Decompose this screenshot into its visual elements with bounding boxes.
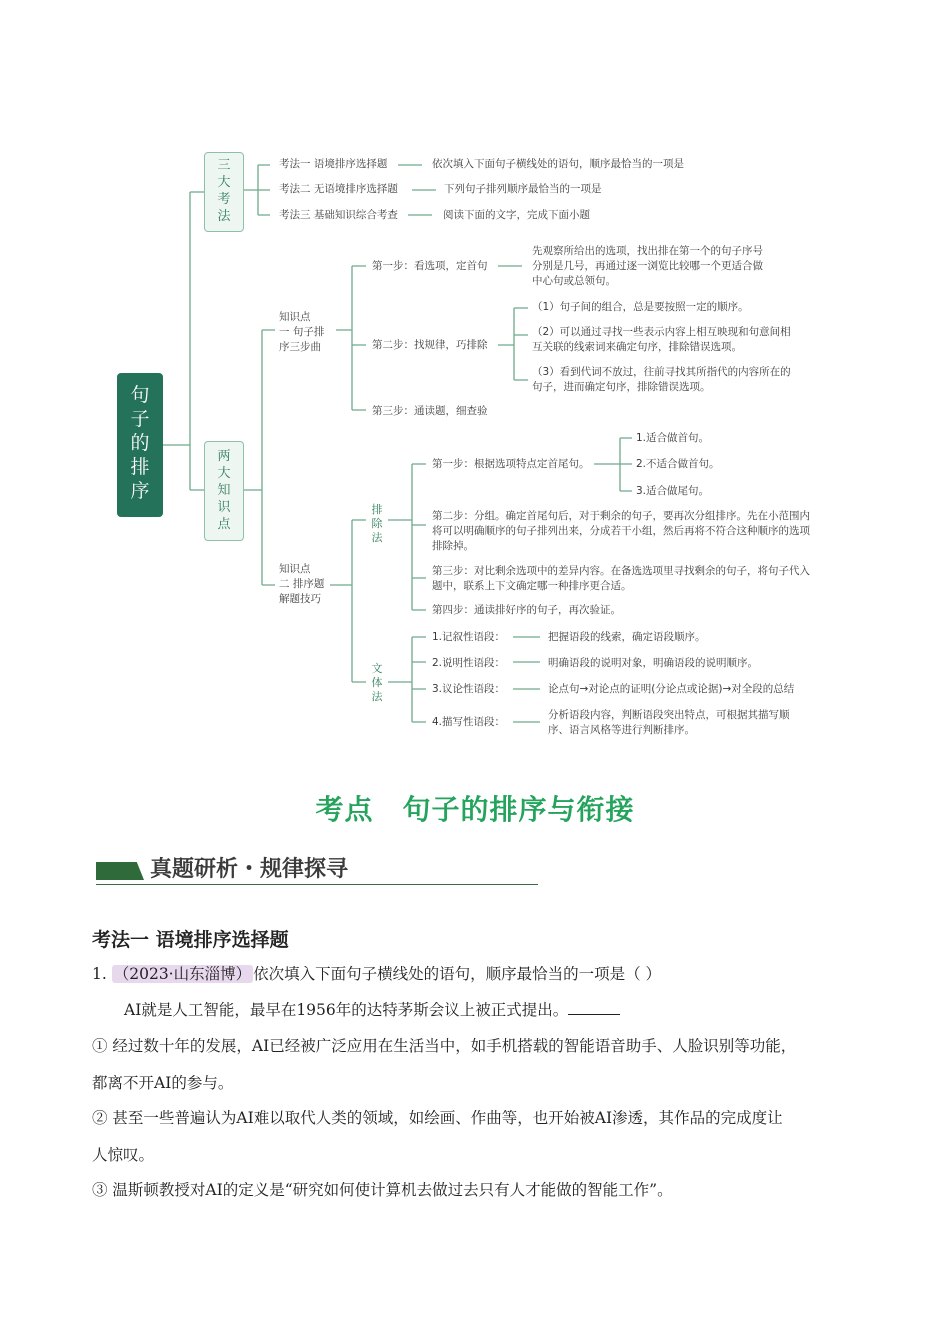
mindmap-root-label: 句子的排序 <box>130 384 150 502</box>
genre-item2-desc: 明确语段的说明对象，明确语段的说明顺序。 <box>548 657 758 669</box>
elim-step1: 第一步：根据选项特点定首尾句。 <box>432 458 590 470</box>
method-genre-label: 文体法 <box>371 662 383 703</box>
method-1-desc: 依次填入下面句子横线处的语句，顺序最恰当的一项是 <box>432 158 684 170</box>
kp1-step2-item3: （3）看到代词不放过，往前寻找其所指代的内容所在的句子，进而确定句序，排除错误选项。 <box>532 366 791 393</box>
section-banner <box>96 850 538 886</box>
mindmap-root <box>117 373 163 517</box>
method-1-name: 考法一 语境排序选择题 <box>279 158 388 170</box>
question-source: （2023·山东淄博） <box>113 965 252 983</box>
branch-two-knowledge-points <box>204 441 244 541</box>
method-2-desc: 下列句子排列顺序最恰当的一项是 <box>444 183 602 195</box>
question-stem: 依次填入下面句子横线处的语句，顺序最恰当的一项是（ ） <box>253 965 662 983</box>
kp1-step2-item1: （1）句子间的组合，总是要按照一定的顺序。 <box>532 301 749 313</box>
elim-step1-item1: 1.适合做首句。 <box>636 432 710 444</box>
page-title: 考点 句子的排序与衔接 <box>315 793 635 826</box>
kp1-label-line2: 一 句子排 <box>279 326 325 338</box>
branch-three-methods <box>204 152 244 232</box>
question-number: 1. <box>92 965 107 983</box>
banner-bar <box>96 862 144 880</box>
elim-step1-item2: 2.不适合做首句。 <box>636 458 720 470</box>
question-intro: AI就是人工智能，最早在1956年的达特茅斯会议上被正式提出。 <box>124 1001 569 1019</box>
kp2-label-line2: 二 排序题 <box>279 578 325 590</box>
genre-item4-name: 4.描写性语段： <box>432 716 506 728</box>
genre-item2-name: 2.说明性语段： <box>432 657 506 669</box>
sentence-1-line-a: ① 经过数十年的发展，AI已经被广泛应用在生活当中，如手机搭载的智能语音助手、人脸识别等功能， <box>92 1037 797 1055</box>
kp2-label-line3: 解题技巧 <box>279 593 321 605</box>
kp1-step1-desc: 先观察所给出的选项，找出排在第一个的句子序号分别是几号，再通过逐一浏览比较哪一个更适合做中心句或总领句。 <box>532 245 763 287</box>
sentence-2-line-a: ② 甚至一些普遍认为AI难以取代人类的领域，如绘画、作曲等，也开始被AI渗透，其作品的完成度让 <box>92 1109 783 1127</box>
genre-item4-desc: 分析语段内容，判断语段突出特点，可根据其描写顺序、语言风格等进行判断排序。 <box>548 709 790 736</box>
branch-two-knowledge-points-label: 两大知识点 <box>217 449 231 532</box>
banner-underline <box>96 884 538 885</box>
genre-item1-desc: 把握语段的线索，确定语段顺序。 <box>548 631 706 643</box>
method-3-name: 考法三 基础知识综合考查 <box>279 209 398 221</box>
sentence-2-line-b: 人惊叹。 <box>92 1146 155 1164</box>
kp1-step2: 第二步：找规律，巧排除 <box>372 339 488 351</box>
sentence-1-line-b: 都离不开AI的参与。 <box>92 1074 234 1092</box>
method-3-desc: 阅读下面的文字，完成下面小题 <box>443 209 590 221</box>
kp1-step1: 第一步：看选项，定首句 <box>372 260 488 272</box>
genre-item1-name: 1.记叙性语段： <box>432 631 506 643</box>
elim-step4: 第四步：通读排好序的句子，再次验证。 <box>432 604 621 616</box>
sentence-3-line: ③ 温斯顿教授对AI的定义是“研究如何使计算机去做过去只有人才能做的智能工作”。 <box>92 1181 673 1199</box>
question-stem-line <box>92 964 661 984</box>
method-elimination-label: 排除法 <box>371 503 383 544</box>
genre-item3-desc: 论点句→对论点的证明(分论点或论据)→对全段的总结 <box>548 683 795 695</box>
kp1-label-line3: 序三步曲 <box>279 341 321 353</box>
question-intro-line <box>124 1000 620 1020</box>
elim-step3: 第三步：对比剩余选项中的差异内容。在备选选项里寻找剩余的句子，将句子代入题中，联系上下文确定哪一种排序更合适。 <box>432 565 810 592</box>
elim-step2: 第二步：分组。确定首尾句后，对于剩余的句子，要再次分组排序。先在小范围内将可以明确顺序的句子排列出来，分成若干小组，然后再将不符合这种顺序的选项排除掉。 <box>432 510 810 552</box>
genre-item3-name: 3.议论性语段： <box>432 683 506 695</box>
kp2-label-line1: 知识点 <box>279 563 311 575</box>
method-2-name: 考法二 无语境排序选择题 <box>279 183 398 195</box>
elim-step1-item3: 3.适合做尾句。 <box>636 485 710 497</box>
genre-item1-dash: —— <box>514 631 535 643</box>
kp1-step2-item2: （2）可以通过寻找一些表示内容上相互映现和句意间相互关联的线索词来确定句序，排除错误选项。 <box>532 326 791 353</box>
kp1-label-line1: 知识点 <box>279 311 311 323</box>
section-heading: 考法一 语境排序选择题 <box>92 929 289 951</box>
banner-text: 真题研析・规律探寻 <box>150 856 349 882</box>
branch-three-methods-label: 三大考法 <box>217 158 231 224</box>
answer-blank <box>568 1000 620 1015</box>
kp1-step3: 第三步：通读题，细查验 <box>372 405 488 417</box>
